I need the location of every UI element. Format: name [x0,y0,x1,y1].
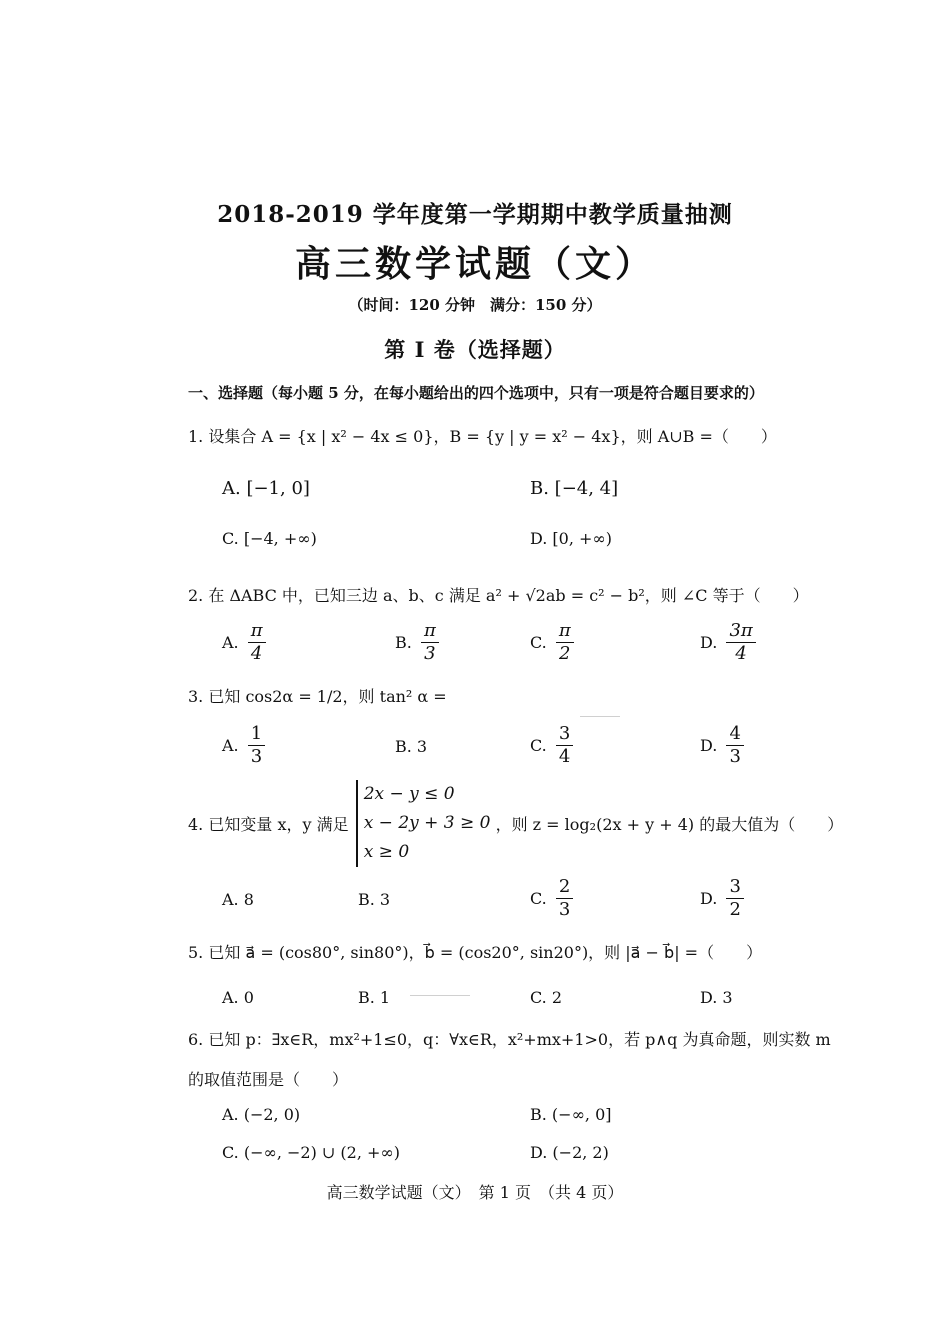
exam-title-subject: 高三数学试题（文） [294,243,655,285]
question-3-stem: 3. 已知 cos2α = 1/2，则 tan² α = [188,687,447,706]
question-2-option-a [222,620,266,665]
question-6-option-c: C. (−∞, −2) ∪ (2, +∞) [222,1143,400,1162]
question-4-prefix: 4. 已知变量 x，y 满足 [188,815,349,834]
numerator: 2 [556,876,573,899]
question-6-stem-line-1: 6. 已知 p：∃x∈R，mx²+1≤0，q：∀x∈R，x²+mx+1>0，若 p∧q 为真命题，则实数 m [188,1030,831,1049]
denominator: 3 [558,899,571,920]
question-4-stem [188,780,843,867]
page-footer: 高三数学试题（文） 第 1 页 （共 4 页） [326,1183,624,1202]
question-4-option-b: B. 3 [358,890,391,909]
question-1-option-c: C. [−4, +∞) [222,529,317,548]
question-5-option-a: A. 0 [222,988,254,1007]
fraction [556,723,573,768]
constraint-1: 2x − y ≤ 0 [363,784,455,804]
question-4-option-c [530,876,573,921]
question-2-option-b [395,620,439,665]
denominator: 4 [558,746,571,767]
exam-title-year: 2018-2019 学年度第一学期期中教学质量抽测 [217,201,733,228]
option-label: C. [530,736,547,755]
question-4-option-a: A. 8 [222,890,254,909]
question-1-stem: 1. 设集合 A = {x | x² − 4x ≤ 0}，B = {y | y = x² − 4x}，则 A∪B =（ ） [188,427,777,446]
question-6-option-b: B. (−∞, 0] [530,1105,612,1124]
section-heading: 一、选择题（每小题 5 分，在每小题给出的四个选项中，只有一项是符合题目要求的） [188,384,764,402]
denominator: 2 [729,899,741,920]
fraction [726,620,755,665]
denominator: 2 [559,643,571,664]
question-6-stem-line-2: 的取值范围是（ ） [188,1070,349,1089]
scan-speck [410,995,470,996]
fraction [556,876,573,921]
scan-speck [580,716,620,717]
numerator: 4 [726,723,743,746]
denominator: 4 [735,643,747,664]
option-label: D. [700,633,718,652]
question-1-option-d: D. [0, +∞) [530,529,612,548]
option-label: A. [222,633,239,652]
option-label: D. [700,889,718,908]
question-3-option-a [222,723,265,768]
question-1-option-a: A. [−1, 0] [222,478,310,499]
denominator: 3 [250,746,263,767]
option-label: C. [530,633,547,652]
fraction [248,723,265,768]
option-label: D. [700,736,718,755]
question-2-stem: 2. 在 ΔABC 中，已知三边 a、b、c 满足 a² + √2ab = c² − b²，则 ∠C 等于（ ） [188,586,809,605]
question-5-stem: 5. 已知 a⃗ = (cos80°, sin80°)，b⃗ = (cos20°, sin20°)，则 |a⃗ − b⃗| =（ ） [188,943,763,962]
option-label: A. [222,736,239,755]
numerator: π [248,620,266,643]
numerator: 3 [726,876,743,899]
question-3-option-b: B. 3 [395,737,428,756]
numerator: π [421,620,439,643]
question-3-option-c [530,723,573,768]
exam-time-score: （时间：120 分钟 满分：150 分） [348,296,602,314]
question-5-option-d: D. 3 [700,988,733,1007]
question-3-option-d [700,723,744,768]
question-2-option-d [700,620,756,665]
question-4-option-d [700,876,744,921]
numerator: 3 [556,723,573,746]
question-1-option-b: B. [−4, 4] [530,478,619,499]
fraction [556,620,574,665]
question-6-option-d: D. (−2, 2) [530,1143,609,1162]
constraint-3: x ≥ 0 [363,842,410,862]
question-2-option-c [530,620,574,665]
fraction [726,723,743,768]
option-label: B. [395,633,412,652]
numerator: 1 [248,723,265,746]
option-label: C. [530,889,547,908]
denominator: 4 [250,643,263,664]
fraction [726,876,743,921]
constraint-2: x − 2y + 3 ≥ 0 [363,813,491,833]
numerator: 3π [726,620,755,643]
denominator: 3 [424,643,436,664]
fraction [421,620,439,665]
question-4-suffix: ，则 z = log₂(2x + y + 4) 的最大值为（ ） [495,815,844,834]
question-5-option-b: B. 1 [358,988,391,1007]
question-5-option-c: C. 2 [530,988,563,1007]
question-6-option-a: A. (−2, 0) [222,1105,301,1124]
numerator: π [556,620,574,643]
constraint-system [356,780,491,867]
volume-heading: 第 I 卷（选择题） [384,337,566,362]
fraction [248,620,266,665]
denominator: 3 [729,746,741,767]
